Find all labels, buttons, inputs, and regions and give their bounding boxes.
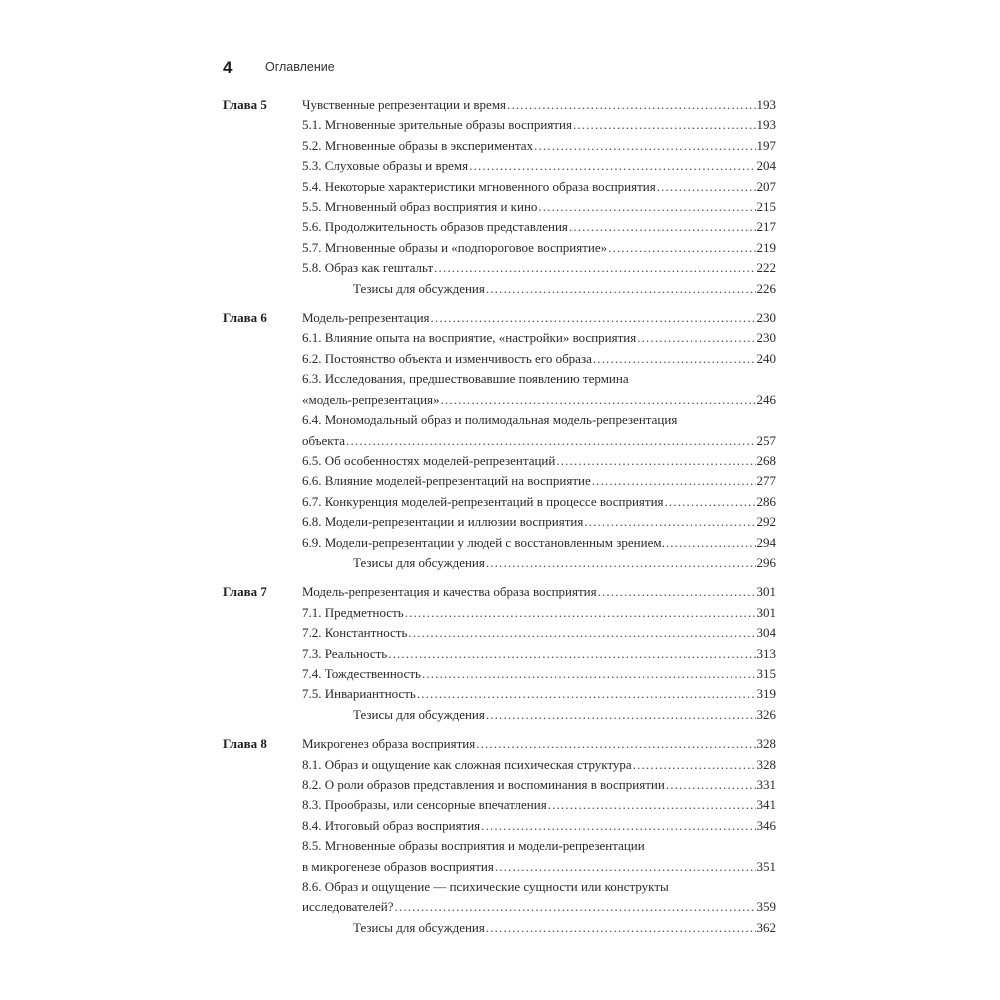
chapter-entries — [302, 308, 776, 573]
toc-entry[interactable] — [302, 623, 776, 643]
entry-title: 5.5. Мгновенный образ восприятия и кино — [302, 199, 538, 215]
dot-leader — [637, 328, 755, 348]
entry-page-number: 230 — [756, 330, 776, 346]
entry-page-number: 207 — [756, 178, 776, 194]
dot-leader — [434, 258, 755, 278]
entry-title: Тезисы для обсуждения — [353, 706, 485, 722]
toc-entry[interactable] — [302, 238, 776, 258]
toc-entry[interactable] — [302, 603, 776, 623]
entry-title: 6.6. Влияние моделей-репрезентаций на восприятие — [302, 473, 591, 489]
entry-page-number: 346 — [756, 817, 776, 833]
dot-leader — [486, 918, 756, 938]
entry-title: 5.7. Мгновенные образы и «подпороговое восприятие» — [302, 239, 608, 255]
dot-leader — [666, 533, 756, 553]
toc-entry[interactable] — [302, 369, 776, 410]
dot-leader — [633, 755, 756, 775]
entry-page-number: 215 — [756, 199, 776, 215]
dot-leader — [408, 623, 755, 643]
toc-entry-theses[interactable] — [302, 918, 776, 938]
page-number: 4 — [223, 58, 233, 77]
dot-leader — [573, 115, 756, 135]
entry-page-number: 197 — [756, 137, 776, 153]
toc-entry[interactable] — [302, 512, 776, 532]
dot-leader — [657, 177, 756, 197]
entry-title: 8.4. Итоговый образ восприятия — [302, 817, 481, 833]
entry-page-number: 193 — [756, 97, 776, 112]
entry-page-number: 304 — [756, 625, 776, 641]
entry-title: Модель-репрезентация — [302, 310, 430, 326]
dot-leader — [486, 553, 756, 573]
toc-entry[interactable] — [302, 816, 776, 836]
chapter-label: Глава 7 — [223, 584, 267, 600]
entry-page-number: 268 — [756, 452, 776, 468]
toc-entry[interactable] — [302, 308, 776, 328]
toc-entry[interactable] — [302, 451, 776, 471]
chapter-section — [223, 308, 776, 573]
entry-title: 7.1. Предметность — [302, 604, 404, 620]
dot-leader — [569, 217, 756, 237]
entry-title: 8.2. О роли образов представления и воспоминания в восприятии — [302, 777, 665, 792]
toc-entry[interactable] — [302, 734, 776, 754]
entry-page-number: 294 — [756, 534, 776, 550]
chapter-entries — [302, 734, 776, 938]
entry-title: 7.3. Реальность — [302, 645, 388, 661]
entry-title: 7.4. Тождественность — [302, 665, 421, 681]
toc-entry[interactable] — [302, 410, 776, 451]
toc-entry[interactable] — [302, 533, 776, 553]
dot-leader — [584, 512, 755, 532]
toc-entry[interactable] — [302, 664, 776, 684]
dot-leader — [395, 897, 756, 917]
chapter-entries — [302, 582, 776, 725]
toc-entry[interactable] — [302, 492, 776, 512]
toc-entry-theses[interactable] — [302, 279, 776, 299]
dot-leader — [556, 451, 755, 471]
toc-entry[interactable] — [302, 177, 776, 197]
table-of-contents — [223, 95, 776, 947]
entry-page-number: 326 — [756, 706, 776, 722]
entry-page-number: 359 — [756, 899, 776, 915]
toc-entry[interactable] — [302, 684, 776, 704]
entry-page-number: 351 — [756, 858, 776, 874]
toc-entry[interactable] — [302, 95, 776, 115]
entry-page-number: 341 — [756, 797, 776, 813]
entry-page-number: 319 — [756, 686, 776, 702]
running-head: Оглавление — [265, 60, 335, 74]
entry-title: 8.1. Образ и ощущение как сложная психическая структура — [302, 756, 632, 772]
dot-leader — [665, 492, 756, 512]
entry-page-number: 301 — [756, 584, 776, 600]
entry-title: 6.5. Об особенностях моделей-репрезентаций — [302, 452, 556, 468]
toc-entry[interactable] — [302, 217, 776, 237]
entry-title: 6.1. Влияние опыта на восприятие, «настройки» восприятия — [302, 330, 637, 346]
entry-page-number: 222 — [756, 260, 776, 276]
entry-title: Тезисы для обсуждения — [353, 919, 485, 935]
entry-title: 5.2. Мгновенные образы в экспериментах — [302, 137, 534, 153]
dot-leader — [486, 705, 756, 725]
entry-title: 6.2. Постоянство объекта и изменчивость его образа — [302, 350, 592, 366]
dot-leader — [469, 156, 755, 176]
toc-entry-theses[interactable] — [302, 553, 776, 573]
dot-leader — [481, 816, 755, 836]
entry-title: 6.7. Конкуренция моделей-репрезентаций в процессе восприятия — [302, 493, 664, 509]
entry-page-number: 246 — [756, 391, 776, 407]
dot-leader — [495, 857, 756, 877]
entry-title: 5.1. Мгновенные зрительные образы восприятия — [302, 117, 572, 133]
dot-leader — [598, 582, 756, 602]
dot-leader — [548, 795, 756, 815]
entry-title: 8.3. Прообразы, или сенсорные впечатления — [302, 797, 547, 813]
toc-entry[interactable] — [302, 755, 776, 775]
entry-title: исследователей? — [302, 899, 394, 915]
dot-leader — [417, 684, 756, 704]
chapter-section — [223, 95, 776, 299]
entry-page-number: 204 — [756, 158, 776, 174]
entry-page-number: 277 — [756, 473, 776, 489]
entry-page-number: 217 — [756, 219, 776, 235]
chapter-entries — [302, 95, 776, 299]
entry-page-number: 240 — [756, 350, 776, 366]
entry-title: 6.8. Модели-репрезентации и иллюзии восприятия — [302, 514, 584, 530]
entry-page-number: 331 — [756, 777, 776, 792]
entry-page-number: 226 — [756, 280, 776, 296]
toc-entry[interactable] — [302, 644, 776, 664]
entry-page-number: 313 — [756, 645, 776, 661]
chapter-section — [223, 734, 776, 938]
dot-leader — [592, 471, 756, 491]
entry-page-number: 286 — [756, 493, 776, 509]
chapter-section — [223, 582, 776, 725]
chapter-label: Глава 5 — [223, 97, 267, 112]
entry-page-number: 296 — [756, 554, 776, 570]
toc-entry[interactable] — [302, 836, 776, 877]
entry-title: Микрогенез образа восприятия — [302, 736, 476, 752]
entry-title: 5.3. Слуховые образы и время — [302, 158, 469, 174]
toc-entry[interactable] — [302, 156, 776, 176]
dot-leader — [608, 238, 755, 258]
toc-entry[interactable] — [302, 115, 776, 135]
dot-leader — [346, 431, 755, 451]
toc-entry-theses[interactable] — [302, 705, 776, 725]
chapter-label: Глава 8 — [223, 736, 267, 752]
entry-page-number: 230 — [756, 310, 776, 326]
dot-leader — [507, 95, 755, 115]
dot-leader — [593, 349, 756, 369]
entry-page-number: 219 — [756, 239, 776, 255]
entry-title: 5.8. Образ как гештальт — [302, 260, 434, 276]
toc-entry[interactable] — [302, 258, 776, 278]
toc-entry[interactable] — [302, 775, 776, 795]
entry-title-line: 6.3. Исследования, предшествовавшие появлению термина — [302, 371, 629, 387]
entry-title: «модель-репрезентация» — [302, 391, 440, 407]
entry-title: Чувственные репрезентации и время — [302, 97, 507, 112]
dot-leader — [538, 197, 755, 217]
dot-leader — [534, 136, 755, 156]
toc-entry[interactable] — [302, 795, 776, 815]
toc-entry[interactable] — [302, 877, 776, 918]
entry-title: Модель-репрезентация и качества образа восприятия — [302, 584, 597, 600]
entry-title: 7.5. Инвариантность — [302, 686, 416, 702]
entry-page-number: 328 — [756, 756, 776, 772]
toc-entry[interactable] — [302, 197, 776, 217]
dot-leader — [431, 308, 756, 328]
entry-title: 5.6. Продолжительность образов представления — [302, 219, 568, 235]
entry-title-line: 6.4. Мономодальный образ и полимодальная модель-репрезентация — [302, 412, 678, 428]
entry-page-number: 301 — [756, 604, 776, 620]
toc-entry[interactable] — [302, 136, 776, 156]
dot-leader — [666, 775, 756, 795]
entry-page-number: 257 — [756, 432, 776, 448]
entry-page-number: 362 — [756, 919, 776, 935]
entry-title: Тезисы для обсуждения — [353, 554, 485, 570]
toc-entry[interactable] — [302, 328, 776, 348]
dot-leader — [441, 390, 756, 410]
dot-leader — [388, 644, 755, 664]
toc-entry[interactable] — [302, 471, 776, 491]
entry-title: 6.9. Модели-репрезентации у людей с восстановленным зрением. — [302, 534, 665, 550]
entry-page-number: 328 — [756, 736, 776, 752]
entry-page-number: 292 — [756, 514, 776, 530]
toc-entry[interactable] — [302, 582, 776, 602]
entry-title: в микрогенезе образов восприятия — [302, 858, 494, 874]
entry-title: 7.2. Константность — [302, 625, 408, 641]
dot-leader — [422, 664, 756, 684]
chapter-label: Глава 6 — [223, 310, 267, 326]
dot-leader — [486, 279, 756, 299]
entry-page-number: 315 — [756, 665, 776, 681]
entry-title: 5.4. Некоторые характеристики мгновенного образа восприятия — [302, 178, 656, 194]
entry-page-number: 193 — [756, 117, 776, 133]
entry-title: объекта — [302, 432, 346, 448]
entry-title: Тезисы для обсуждения — [353, 280, 485, 296]
dot-leader — [405, 603, 756, 623]
dot-leader — [476, 734, 755, 754]
toc-entry[interactable] — [302, 349, 776, 369]
entry-title-line: 8.5. Мгновенные образы восприятия и модели-репрезентации — [302, 838, 645, 854]
entry-title-line: 8.6. Образ и ощущение — психические сущности или конструкты — [302, 879, 669, 895]
